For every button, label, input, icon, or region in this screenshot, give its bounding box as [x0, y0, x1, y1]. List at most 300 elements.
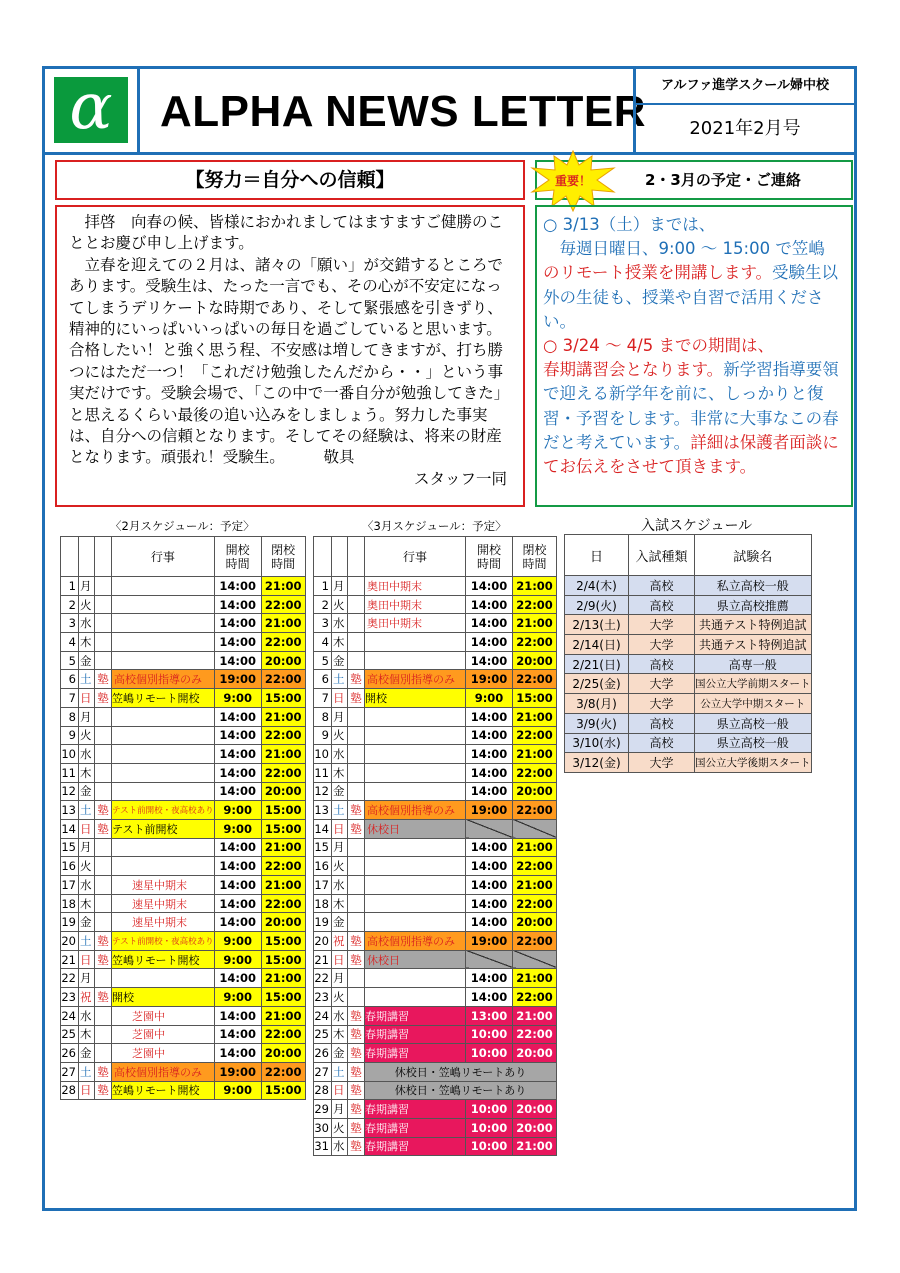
- mar-schedule-table: [313, 536, 557, 1156]
- weekday-cell: 土: [332, 1062, 348, 1081]
- day-cell: 23: [61, 988, 79, 1007]
- open-time-cell: 14:00: [214, 707, 261, 726]
- header-open: 開校 時間: [214, 537, 261, 577]
- open-time-cell: 10:00: [466, 1025, 513, 1044]
- close-time-cell: 22:00: [513, 988, 557, 1007]
- close-time-cell: 15:00: [513, 689, 557, 708]
- weekday-cell: 月: [79, 969, 95, 988]
- close-time-cell: 22:00: [261, 857, 305, 876]
- event-cell: 高校個別指導のみ: [112, 670, 215, 689]
- close-time-cell: 20:00: [513, 1044, 557, 1063]
- day-cell: 22: [61, 969, 79, 988]
- exam-row: [565, 576, 812, 596]
- header-weekday: [79, 537, 95, 577]
- juku-cell: [348, 633, 365, 652]
- close-time-cell: 22:00: [513, 1025, 557, 1044]
- weekday-cell: 火: [332, 1118, 348, 1137]
- notice-item-2-body: 春期講習会となります。新学習指導要領で迎える新学年を前に、しっかりと復習・予習をします。非常に大事なこの春だと考えています。詳細は保護者面談にてお伝えをさせて頂きます。: [543, 360, 839, 477]
- notice-item-1-head: ○ 3/13（土）までは、: [543, 215, 716, 234]
- feb-schedule-table: [60, 536, 306, 1100]
- close-time-cell: 22:00: [261, 726, 305, 745]
- open-time-cell: 14:00: [214, 577, 261, 596]
- day-cell: 17: [61, 876, 79, 895]
- message-signature: スタッフ一同: [413, 469, 507, 488]
- event-cell: 奥田中期末: [365, 614, 466, 633]
- exam-schedule-table: [564, 534, 812, 773]
- close-time-cell: [513, 950, 557, 969]
- schedule-row: [61, 913, 306, 932]
- weekday-cell: 水: [332, 876, 348, 895]
- close-time-cell: 21:00: [261, 614, 305, 633]
- schedule-row: [314, 932, 557, 951]
- close-time-cell: 15:00: [261, 801, 305, 820]
- day-cell: 8: [314, 707, 332, 726]
- exam-date-cell: 2/4(木): [565, 576, 629, 596]
- header-open: 開校 時間: [466, 537, 513, 577]
- juku-cell: [95, 782, 112, 801]
- exam-date-cell: 3/8(月): [565, 694, 629, 714]
- close-time-cell: 21:00: [513, 577, 557, 596]
- weekday-cell: 火: [332, 726, 348, 745]
- exam-type-cell: 大学: [629, 674, 695, 694]
- day-cell: 26: [314, 1044, 332, 1063]
- event-cell: [365, 707, 466, 726]
- close-time-cell: 20:00: [261, 782, 305, 801]
- juku-cell: [348, 782, 365, 801]
- open-time-cell: 14:00: [466, 614, 513, 633]
- event-cell: 休校日: [365, 950, 466, 969]
- weekday-cell: 日: [79, 689, 95, 708]
- weekday-cell: 金: [332, 651, 348, 670]
- weekday-cell: 水: [79, 876, 95, 895]
- juku-cell: [348, 595, 365, 614]
- exam-date-cell: 2/13(土): [565, 615, 629, 635]
- day-cell: 2: [61, 595, 79, 614]
- header-day: [314, 537, 332, 577]
- schedule-row: [61, 651, 306, 670]
- day-cell: 7: [61, 689, 79, 708]
- header-divider: [42, 152, 857, 155]
- weekday-cell: 木: [332, 763, 348, 782]
- weekday-cell: 金: [79, 913, 95, 932]
- open-time-cell: 10:00: [466, 1137, 513, 1156]
- event-cell: 休校日・笠嶋リモートあり: [365, 1062, 557, 1081]
- schedule-row: [314, 857, 557, 876]
- exam-row: [565, 713, 812, 733]
- open-time-cell: 14:00: [214, 1025, 261, 1044]
- weekday-cell: 木: [79, 894, 95, 913]
- exam-row: [565, 674, 812, 694]
- close-time-cell: 22:00: [513, 763, 557, 782]
- event-cell: [112, 857, 215, 876]
- juku-cell: 塾: [348, 950, 365, 969]
- juku-cell: [95, 707, 112, 726]
- exam-type-cell: 大学: [629, 615, 695, 635]
- day-cell: 24: [314, 1006, 332, 1025]
- juku-cell: 塾: [95, 950, 112, 969]
- event-cell: 高校個別指導のみ: [365, 670, 466, 689]
- close-time-cell: 22:00: [261, 1062, 305, 1081]
- weekday-cell: 金: [79, 782, 95, 801]
- exam-header-cell: 日: [565, 535, 629, 576]
- day-cell: 20: [61, 932, 79, 951]
- open-time-cell: 14:00: [214, 763, 261, 782]
- juku-cell: [348, 913, 365, 932]
- weekday-cell: 月: [332, 838, 348, 857]
- event-cell: 春期講習: [365, 1025, 466, 1044]
- schedule-row: [61, 726, 306, 745]
- open-time-cell: 9:00: [214, 988, 261, 1007]
- weekday-cell: 土: [332, 670, 348, 689]
- open-time-cell: 14:00: [214, 633, 261, 652]
- schedule-row: [314, 1100, 557, 1119]
- schedule-row: [314, 782, 557, 801]
- close-time-cell: 20:00: [261, 913, 305, 932]
- close-time-cell: [513, 819, 557, 838]
- schedule-row: [61, 689, 306, 708]
- juku-cell: 塾: [348, 932, 365, 951]
- juku-cell: [95, 857, 112, 876]
- schedule-row: [61, 577, 306, 596]
- juku-cell: [95, 633, 112, 652]
- day-cell: 5: [314, 651, 332, 670]
- day-cell: 7: [314, 689, 332, 708]
- header-event: 行事: [112, 537, 215, 577]
- message-paragraph-1: 拝啓 向春の候、皆様におかれましてはますますご健勝のこととお慶び申し上げます。: [69, 213, 504, 253]
- event-cell: 芝園中: [112, 1006, 215, 1025]
- day-cell: 27: [61, 1062, 79, 1081]
- day-cell: 18: [314, 894, 332, 913]
- event-cell: 春期講習: [365, 1006, 466, 1025]
- exam-name-cell: 県立高校一般: [695, 733, 812, 753]
- juku-cell: [348, 707, 365, 726]
- exam-row: [565, 635, 812, 655]
- weekday-cell: 日: [332, 950, 348, 969]
- exam-date-cell: 2/21(日): [565, 654, 629, 674]
- open-time-cell: 14:00: [466, 913, 513, 932]
- schedule-row: [61, 988, 306, 1007]
- schedule-row: [61, 1025, 306, 1044]
- juku-cell: [348, 838, 365, 857]
- weekday-cell: 月: [79, 577, 95, 596]
- close-time-cell: 22:00: [261, 633, 305, 652]
- schedule-row: [61, 782, 306, 801]
- close-time-cell: 15:00: [261, 932, 305, 951]
- event-cell: [112, 726, 215, 745]
- exam-name-cell: 共通テスト特例追試: [695, 635, 812, 655]
- juku-cell: [95, 577, 112, 596]
- weekday-cell: 土: [79, 1062, 95, 1081]
- day-cell: 11: [314, 763, 332, 782]
- exam-type-cell: 大学: [629, 694, 695, 714]
- open-time-cell: 14:00: [466, 969, 513, 988]
- weekday-cell: 火: [332, 595, 348, 614]
- schedule-row: [61, 745, 306, 764]
- open-time-cell: 10:00: [466, 1100, 513, 1119]
- event-cell: [365, 894, 466, 913]
- weekday-cell: 金: [332, 1044, 348, 1063]
- close-time-cell: 15:00: [261, 988, 305, 1007]
- weekday-cell: 木: [332, 633, 348, 652]
- weekday-cell: 木: [79, 763, 95, 782]
- open-time-cell: 14:00: [466, 595, 513, 614]
- weekday-cell: 日: [79, 950, 95, 969]
- juku-cell: 塾: [348, 670, 365, 689]
- day-cell: 11: [61, 763, 79, 782]
- day-cell: 26: [61, 1044, 79, 1063]
- header-close: 閉校 時間: [261, 537, 305, 577]
- event-cell: 春期講習: [365, 1137, 466, 1156]
- exam-date-cell: 3/10(水): [565, 733, 629, 753]
- weekday-cell: 月: [332, 969, 348, 988]
- weekday-cell: 水: [332, 745, 348, 764]
- day-cell: 15: [314, 838, 332, 857]
- day-cell: 4: [314, 633, 332, 652]
- event-cell: 春期講習: [365, 1118, 466, 1137]
- open-time-cell: [466, 950, 513, 969]
- close-time-cell: 21:00: [261, 969, 305, 988]
- event-cell: 速星中期末: [112, 876, 215, 895]
- day-cell: 28: [61, 1081, 79, 1100]
- juku-cell: [95, 876, 112, 895]
- event-cell: [365, 763, 466, 782]
- open-time-cell: 10:00: [466, 1044, 513, 1063]
- exam-name-cell: 国公立大学前期スタート: [695, 674, 812, 694]
- exam-name-cell: 公立大学中期スタート: [695, 694, 812, 714]
- juku-cell: [348, 894, 365, 913]
- juku-cell: 塾: [348, 1100, 365, 1119]
- juku-cell: 塾: [95, 932, 112, 951]
- open-time-cell: 14:00: [214, 595, 261, 614]
- event-cell: [365, 876, 466, 895]
- schedule-row: [314, 894, 557, 913]
- open-time-cell: 14:00: [466, 745, 513, 764]
- open-time-cell: 19:00: [466, 801, 513, 820]
- schedule-row: [61, 932, 306, 951]
- day-cell: 14: [61, 819, 79, 838]
- day-cell: 13: [61, 801, 79, 820]
- day-cell: 21: [61, 950, 79, 969]
- close-time-cell: 21:00: [513, 1006, 557, 1025]
- header-weekday: [332, 537, 348, 577]
- weekday-cell: 土: [79, 801, 95, 820]
- close-time-cell: 20:00: [513, 651, 557, 670]
- event-cell: [112, 745, 215, 764]
- close-time-cell: 21:00: [513, 969, 557, 988]
- open-time-cell: 14:00: [214, 876, 261, 895]
- close-time-cell: 21:00: [513, 1137, 557, 1156]
- schedule-row: [314, 745, 557, 764]
- open-time-cell: 14:00: [466, 894, 513, 913]
- header-juku: [348, 537, 365, 577]
- event-cell: 芝園中: [112, 1025, 215, 1044]
- weekday-cell: 土: [79, 670, 95, 689]
- juku-cell: 塾: [348, 1137, 365, 1156]
- close-time-cell: 15:00: [261, 1081, 305, 1100]
- exam-date-cell: 3/9(火): [565, 713, 629, 733]
- open-time-cell: 14:00: [466, 782, 513, 801]
- header-row: [314, 537, 557, 577]
- close-time-cell: 21:00: [261, 1006, 305, 1025]
- exam-row: [565, 654, 812, 674]
- open-time-cell: 14:00: [466, 633, 513, 652]
- event-cell: [365, 857, 466, 876]
- logo-box: [45, 69, 140, 152]
- title-text: ALPHA NEWS LETTER: [160, 87, 646, 136]
- open-time-cell: 14:00: [214, 745, 261, 764]
- open-time-cell: 9:00: [214, 950, 261, 969]
- exam-header-cell: 試験名: [695, 535, 812, 576]
- close-time-cell: 22:00: [513, 857, 557, 876]
- weekday-cell: 金: [332, 782, 348, 801]
- juku-cell: 塾: [348, 689, 365, 708]
- juku-cell: 塾: [95, 1081, 112, 1100]
- event-cell: [112, 577, 215, 596]
- close-time-cell: 20:00: [261, 1044, 305, 1063]
- event-cell: [112, 782, 215, 801]
- schedule-row: [314, 670, 557, 689]
- open-time-cell: 19:00: [466, 932, 513, 951]
- event-cell: [112, 838, 215, 857]
- schedule-row: [61, 819, 306, 838]
- close-time-cell: 21:00: [261, 838, 305, 857]
- juku-cell: 塾: [348, 1062, 365, 1081]
- weekday-cell: 木: [332, 1025, 348, 1044]
- event-cell: [365, 633, 466, 652]
- event-cell: [112, 763, 215, 782]
- event-cell: 休校日・笠嶋リモートあり: [365, 1081, 557, 1100]
- school-name: アルファ進学スクール婦中校: [633, 69, 854, 105]
- open-time-cell: 9:00: [214, 689, 261, 708]
- mar-caption: 〈3月スケジュール：予定〉: [362, 519, 507, 533]
- exam-name-cell: 高専一般: [695, 654, 812, 674]
- newsletter-title: [140, 69, 646, 152]
- day-cell: 1: [314, 577, 332, 596]
- juku-cell: 塾: [95, 801, 112, 820]
- juku-cell: [348, 745, 365, 764]
- schedule-row: [314, 689, 557, 708]
- close-time-cell: 20:00: [513, 1118, 557, 1137]
- exam-name-cell: 私立高校一般: [695, 576, 812, 596]
- day-cell: 4: [61, 633, 79, 652]
- day-cell: 25: [61, 1025, 79, 1044]
- event-cell: 笠嶋リモート開校: [112, 950, 215, 969]
- schedule-row: [61, 950, 306, 969]
- schedule-row: [314, 763, 557, 782]
- schedule-row: [61, 969, 306, 988]
- event-cell: 笠嶋リモート開校: [112, 1081, 215, 1100]
- day-cell: 25: [314, 1025, 332, 1044]
- event-cell: 開校: [112, 988, 215, 1007]
- day-cell: 9: [314, 726, 332, 745]
- schedule-row: [314, 1044, 557, 1063]
- event-cell: [365, 782, 466, 801]
- close-time-cell: 21:00: [513, 707, 557, 726]
- close-time-cell: 20:00: [513, 782, 557, 801]
- day-cell: 31: [314, 1137, 332, 1156]
- weekday-cell: 土: [332, 801, 348, 820]
- day-cell: 21: [314, 950, 332, 969]
- day-cell: 19: [61, 913, 79, 932]
- event-cell: [112, 614, 215, 633]
- open-time-cell: 14:00: [214, 1006, 261, 1025]
- day-cell: 20: [314, 932, 332, 951]
- weekday-cell: 祝: [332, 932, 348, 951]
- open-time-cell: 14:00: [214, 894, 261, 913]
- schedule-row: [61, 857, 306, 876]
- event-cell: [112, 633, 215, 652]
- message-paragraph-2: 立春を迎えての２月は、諸々の「願い」が交錯するところであります。受験生は、たった一言でも、その心が不安定になってしまうデリケートな時期であり、そして緊張感を引きずり、精神的にいっぱいいっぱいの毎日を過ごしていると思います。合格したい！と強く思う程、不安感は増してきますが、打ち勝つにはただ一つ！「これだけ勉強したんだから・・」という事実だけです。受験会場で、「この中で一番自分が勉強してきた」と思えるくらい最後の追い込みをしましょう。努力した事実は、自分への信頼となります。そしてその経験は、将来の財産となります。頑張れ！受験生。 敬具: [69, 255, 510, 467]
- schedule-row: [61, 876, 306, 895]
- event-cell: 芝園中: [112, 1044, 215, 1063]
- notice-body: [535, 205, 853, 507]
- open-time-cell: 14:00: [214, 857, 261, 876]
- juku-cell: 塾: [95, 1062, 112, 1081]
- juku-cell: 塾: [348, 1118, 365, 1137]
- event-cell: [365, 969, 466, 988]
- juku-cell: [95, 1025, 112, 1044]
- open-time-cell: 9:00: [214, 819, 261, 838]
- schedule-row: [61, 763, 306, 782]
- day-cell: 27: [314, 1062, 332, 1081]
- schedule-row: [314, 969, 557, 988]
- exam-row: [565, 595, 812, 615]
- open-time-cell: 9:00: [214, 801, 261, 820]
- weekday-cell: 金: [79, 651, 95, 670]
- juku-cell: [95, 969, 112, 988]
- schedule-row: [314, 1081, 557, 1100]
- weekday-cell: 祝: [79, 988, 95, 1007]
- day-cell: 24: [61, 1006, 79, 1025]
- open-time-cell: 14:00: [466, 651, 513, 670]
- day-cell: 13: [314, 801, 332, 820]
- juku-cell: 塾: [95, 819, 112, 838]
- day-cell: 17: [314, 876, 332, 895]
- feb-caption: 〈2月スケジュール：予定〉: [110, 519, 255, 533]
- header-row: [61, 537, 306, 577]
- event-cell: 笠嶋リモート開校: [112, 689, 215, 708]
- day-cell: 3: [61, 614, 79, 633]
- issue-date: 2021年2月号: [633, 105, 854, 152]
- open-time-cell: 9:00: [214, 1081, 261, 1100]
- schedule-row: [314, 1006, 557, 1025]
- juku-cell: [348, 726, 365, 745]
- event-cell: 春期講習: [365, 1044, 466, 1063]
- schedule-row: [314, 577, 557, 596]
- exam-type-cell: 高校: [629, 654, 695, 674]
- notice-item-2-head: ○ 3/24 ～ 4/5 までの期間は、: [543, 336, 774, 356]
- day-cell: 19: [314, 913, 332, 932]
- schedule-row: [61, 1006, 306, 1025]
- close-time-cell: 22:00: [261, 894, 305, 913]
- juku-cell: [95, 1006, 112, 1025]
- close-time-cell: 22:00: [513, 595, 557, 614]
- close-time-cell: 22:00: [513, 633, 557, 652]
- juku-cell: 塾: [348, 1081, 365, 1100]
- exam-type-cell: 高校: [629, 595, 695, 615]
- weekday-cell: 金: [332, 913, 348, 932]
- exam-row: [565, 615, 812, 635]
- event-cell: [112, 651, 215, 670]
- notice-title: 2・3月の予定・ご連絡: [645, 171, 801, 189]
- schedule-row: [61, 1044, 306, 1063]
- schedule-row: [314, 1062, 557, 1081]
- juku-cell: 塾: [348, 1025, 365, 1044]
- event-cell: [365, 745, 466, 764]
- open-time-cell: 14:00: [466, 577, 513, 596]
- event-cell: 速星中期末: [112, 894, 215, 913]
- close-time-cell: 22:00: [513, 932, 557, 951]
